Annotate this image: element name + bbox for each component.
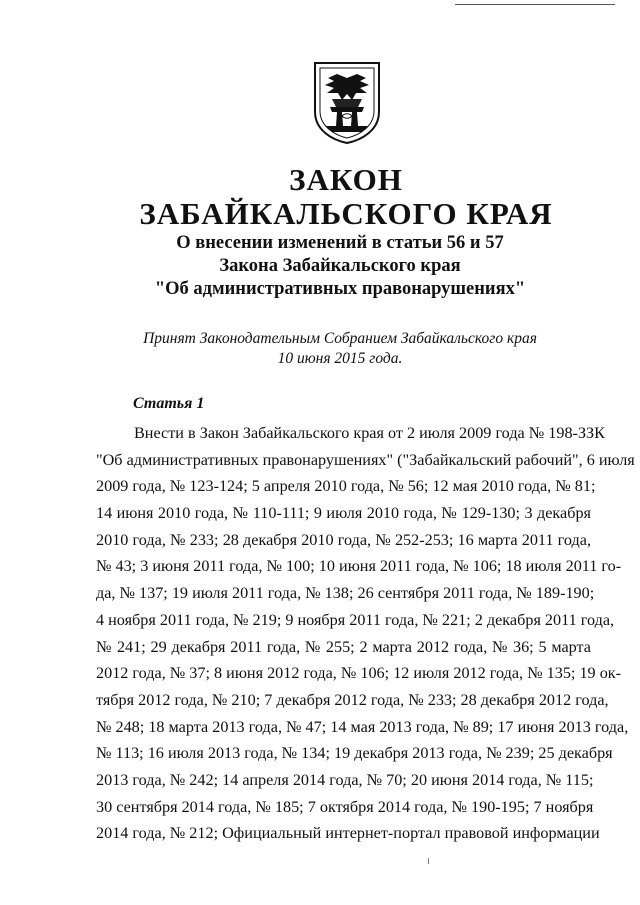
article-body <box>96 420 635 847</box>
body-line: № 248; 18 марта 2013 года, № 47; 14 мая 2013 года, № 89; 17 июня 2013 года, <box>96 717 629 736</box>
body-line: 30 сентября 2014 года, № 185; 7 октября 2014 года, № 190-195; 7 ноября <box>96 797 594 816</box>
body-line: тября 2012 года, № 210; 7 декабря 2012 года, № 233; 28 декабря 2012 года, <box>96 690 609 709</box>
body-line: 2012 года, № 37; 8 июня 2012 года, № 106; 12 июля 2012 года, № 135; 19 ок- <box>96 664 622 683</box>
subtitle-line-2: Закона Забайкальского края <box>219 256 461 276</box>
subtitle-line-1: О внесении изменений в статьи 56 и 57 <box>176 233 504 253</box>
body-line: 2014 года, № 212; Официальный интернет-портал правовой информации <box>96 824 600 843</box>
subtitle-line-3: "Об административных правонарушениях" <box>154 279 526 299</box>
body-line: № 113; 16 июля 2013 года, № 134; 19 декабря 2013 года, № 239; 25 декабря <box>96 744 613 763</box>
body-line: Внести в Закон Забайкальского края от 2 июля 2009 года № 198-ЗЗК <box>134 424 605 442</box>
coat-of-arms-icon <box>312 60 382 144</box>
law-title: ЗАКОН <box>289 162 403 197</box>
body-line: 2013 года, № 242; 14 апреля 2014 года, № 70; 20 июня 2014 года, № 115; <box>96 770 594 789</box>
body-line: 14 июня 2010 года, № 110-111; 9 июля 2010 года, № 129-130; 3 декабря <box>96 504 591 523</box>
body-line: 4 ноября 2011 года, № 219; 9 ноября 2011 года, № 221; 2 декабря 2011 года, <box>96 610 615 629</box>
adoption-note-line-1: Принят Законодательным Собранием Забайкальского края <box>143 330 537 347</box>
body-line: да, № 137; 19 июля 2011 года, № 138; 26 сентября 2011 года, № 189-190; <box>96 584 595 603</box>
body-line: 2009 года, № 123-124; 5 апреля 2010 года, № 56; 12 мая 2010 года, № 81; <box>96 477 596 496</box>
body-line: "Об административных правонарушениях" ("Забайкальский рабочий", 6 июля <box>96 450 635 469</box>
scan-mark <box>428 858 429 864</box>
region-title: ЗАБАЙКАЛЬСКОГО КРАЯ <box>139 196 553 231</box>
adoption-note-line-2: 10 июня 2015 года. <box>277 350 403 367</box>
article-heading: Статья 1 <box>133 395 205 412</box>
top-rule-line <box>455 4 615 5</box>
body-line: № 241; 29 декабря 2011 года, № 255; 2 марта 2012 года, № 36; 5 марта <box>96 637 591 656</box>
body-line: 2010 года, № 233; 28 декабря 2010 года, № 252-253; 16 марта 2011 года, <box>96 530 591 549</box>
body-line: № 43; 3 июня 2011 года, № 100; 10 июня 2011 года, № 106; 18 июля 2011 го- <box>96 557 622 576</box>
